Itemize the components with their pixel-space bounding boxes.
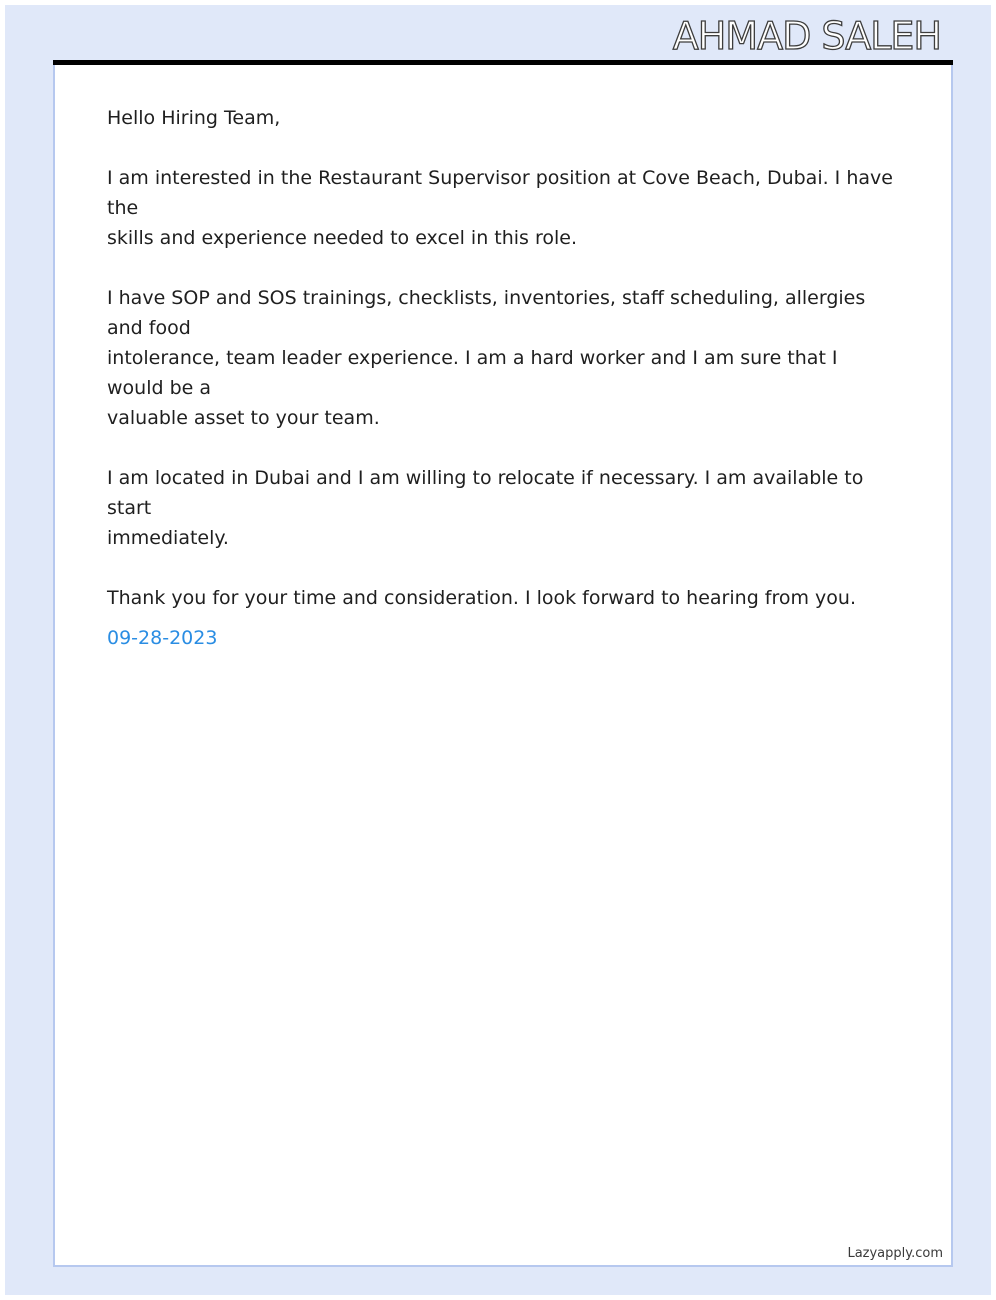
letter-date: 09-28-2023	[107, 627, 218, 649]
footer-credit: Lazyapply.com	[847, 1246, 943, 1261]
paragraph-location: I am located in Dubai and I am willing to relocate if necessary. I am available to start immediately.	[107, 467, 864, 549]
paragraph-interest: I am interested in the Restaurant Supervisor position at Cove Beach, Dubai. I have the skills and experience needed to excel in this role.	[107, 167, 893, 249]
page-frame	[5, 5, 991, 1295]
paragraph-skills: I have SOP and SOS trainings, checklists, inventories, staff scheduling, allergies and food intolerance, team leader experience. I am a hard worker and I am sure that I would be a valuable asset to your team.	[107, 287, 866, 429]
applicant-name: AHMAD SALEH	[672, 14, 941, 58]
paragraph-closing: Thank you for your time and consideration. I look forward to hearing from you.	[107, 587, 856, 609]
greeting: Hello Hiring Team,	[107, 107, 281, 129]
letter-body	[107, 103, 897, 653]
letter-sheet	[53, 65, 953, 1267]
